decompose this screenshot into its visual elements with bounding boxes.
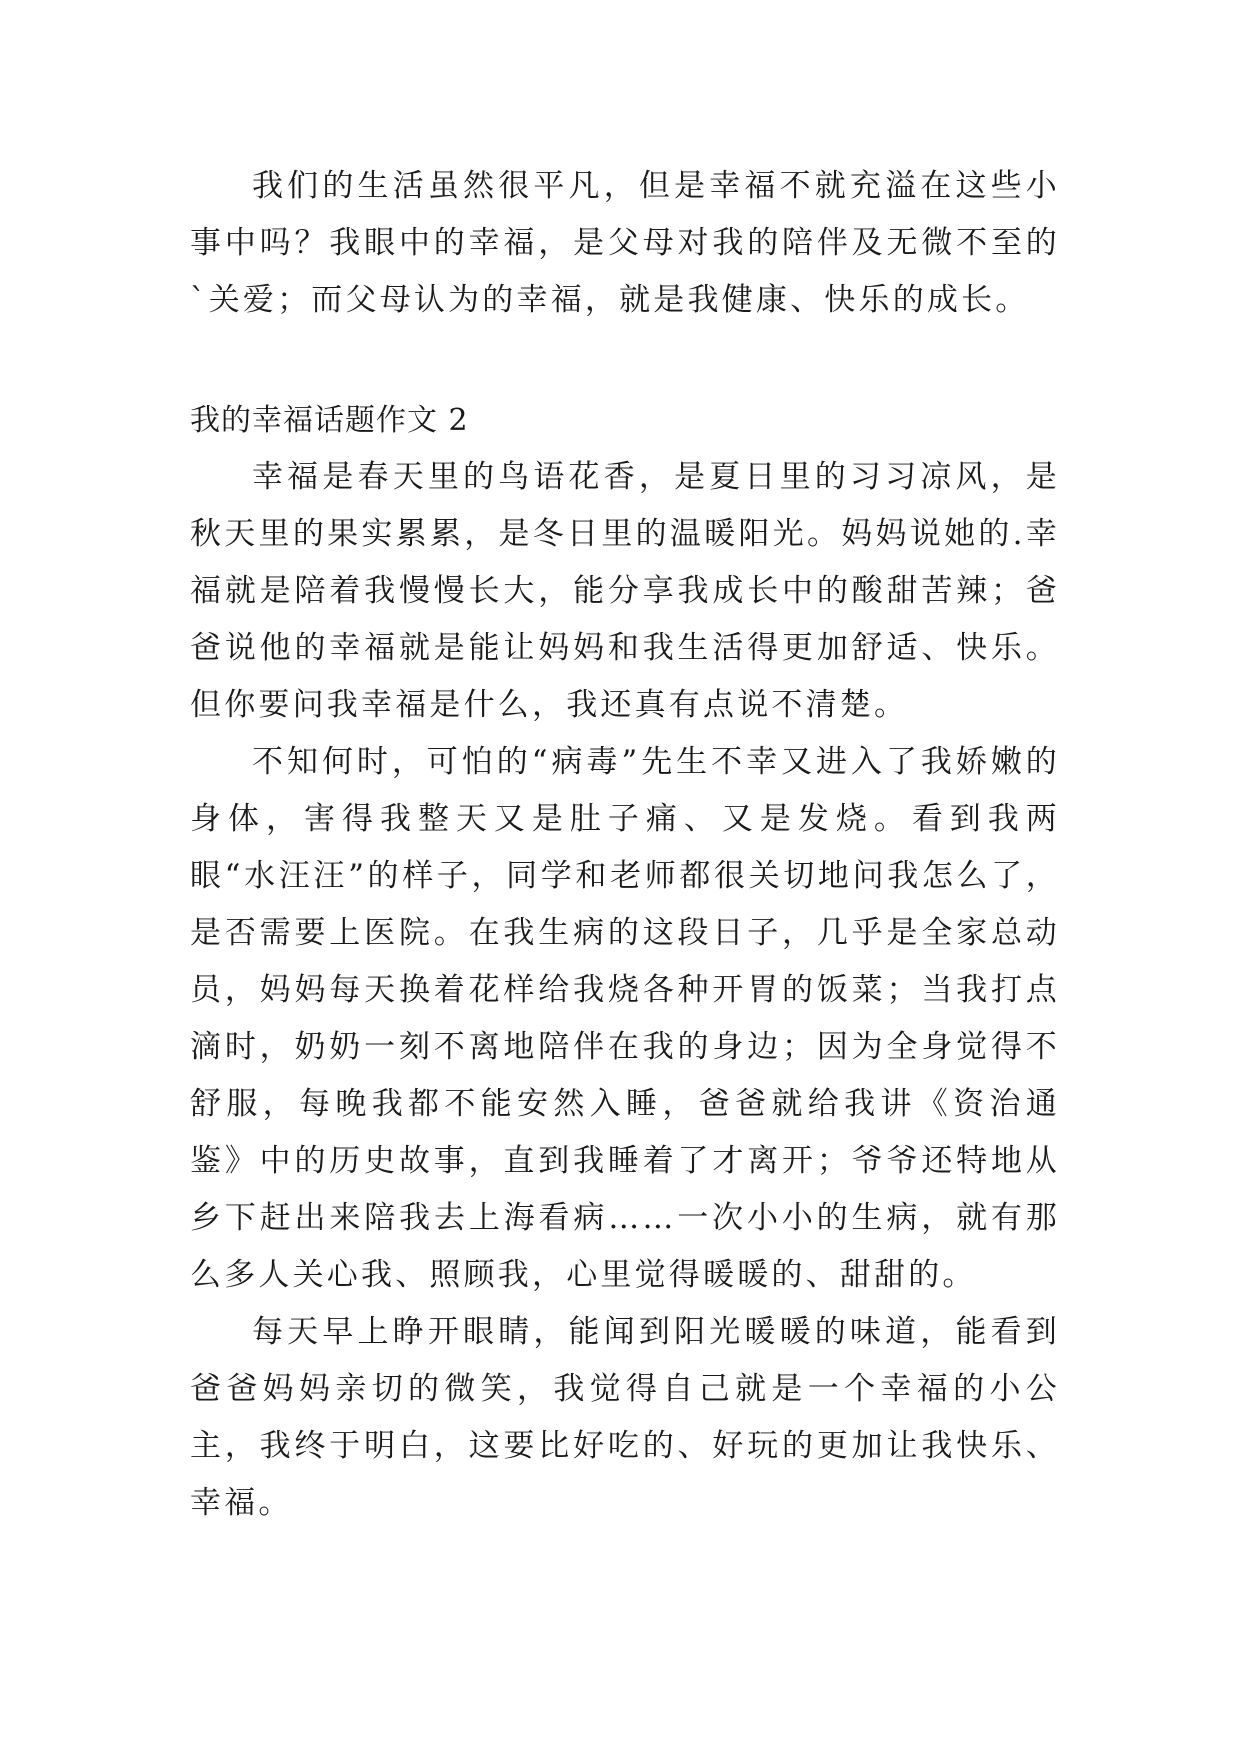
- body-paragraph-1: 幸福是春天里的鸟语花香，是夏日里的习习凉风，是秋天里的果实累累，是冬日里的温暖阳光。妈妈说她的.幸福就是陪着我慢慢长大，能分享我成长中的酸甜苦辣；爸爸说他的幸福就是能让妈妈和我生活得更加舒适、快乐。但你要问我幸福是什么，我还真有点说不清楚。: [190, 459, 1060, 723]
- intro-paragraph: 我们的生活虽然很平凡，但是幸福不就充溢在这些小事中吗？我眼中的幸福，是父母对我的陪伴及无微不至的`关爱；而父母认为的幸福，就是我健康、快乐的成长。: [190, 168, 1060, 318]
- essay-section: [190, 392, 1060, 1532]
- body-paragraph-2: 不知何时，可怕的“病毒”先生不幸又进入了我娇嫩的身体，害得我整天又是肚子痛、又是发烧。看到我两眼“水汪汪”的样子，同学和老师都很关切地问我怎么了，是否需要上医院。在我生病的这段日子，几乎是全家总动员，妈妈每天换着花样给我烧各种开胃的饭菜；当我打点滴时，奶奶一刻不离地陪伴在我的身边；因为全身觉得不舒服，每晚我都不能安然入睡，爸爸就给我讲《资治通鉴》中的历史故事，直到我睡着了才离开；爷爷还特地从乡下赶出来陪我去上海看病……一次小小的生病，就有那么多人关心我、照顾我，心里觉得暖暖的、甜甜的。: [190, 744, 1060, 1293]
- body-paragraph-3: 每天早上睁开眼睛，能闻到阳光暖暖的味道，能看到爸爸妈妈亲切的微笑，我觉得自己就是一个幸福的小公主，我终于明白，这要比好吃的、好玩的更加让我快乐、幸福。: [190, 1314, 1060, 1521]
- intro-section: [190, 158, 1060, 329]
- section-title: 我的幸福话题作文 2: [190, 403, 469, 438]
